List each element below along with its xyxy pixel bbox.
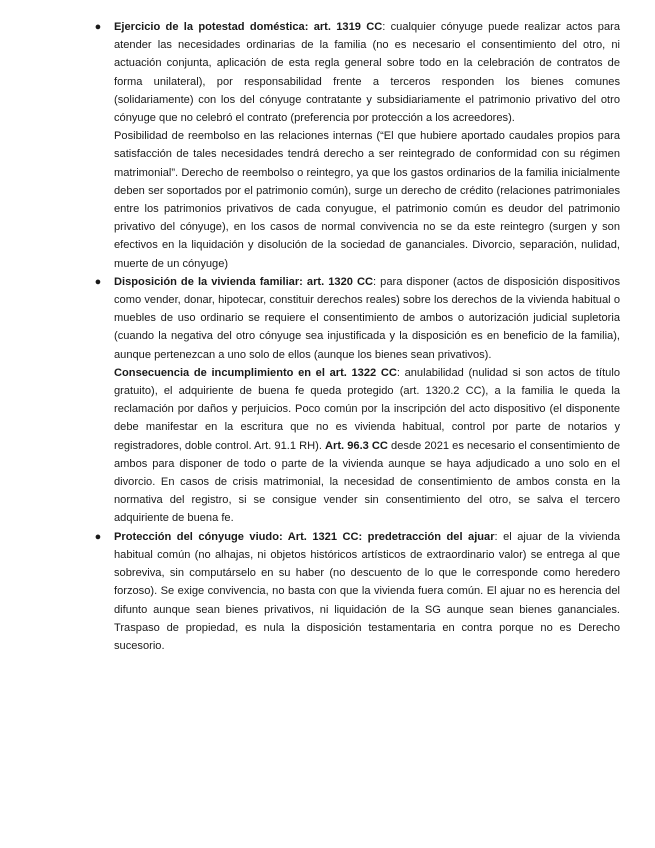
paragraph-text: : para disponer (actos de disposición dispositivos como vender, donar, hipotecar, constituir derechos reales) sobre los derechos de la vivienda habitual o muebles de uso ordinario se requiere el consentimiento de ambos o autorización judicial supletoria (cuando la negativa del otro cónyuge sea injustificada y la disposición es en beneficio de la familia), aunque pertenezcan a uno solo de ellos (aunque los bienes sean privativos). — [114, 275, 620, 361]
paragraph — [114, 273, 620, 364]
paragraph — [114, 18, 620, 127]
bullet-icon: ● — [94, 530, 102, 543]
inline-bold: Art. 96.3 CC — [325, 439, 388, 452]
bullet-icon: ● — [94, 275, 102, 288]
item-heading: Disposición de la vivienda familiar: art. 1320 CC — [114, 275, 374, 288]
paragraph-text: : el ajuar de la vivienda habitual común (no alhajas, ni objetos históricos artísticos de extraordinario valor) se entrega al que sobreviva, sin computárselo en su haber (no descuento de lo que le corresponde como heredero forzoso). Se exige convivencia, no basta con que la vivienda fuera común. El ajuar no es herencia del difunto aunque sean bienes privativos, ni liquidación de la SG aunque sean bienes gananciales. Traspaso de propiedad, es nula la disposición testamentaria en contra porque no es Derecho sucesorio. — [114, 530, 620, 652]
item-heading: Ejercicio de la potestad doméstica: art. 1319 CC — [114, 21, 383, 33]
paragraph-text: : anulabilidad (nulidad si son actos de título gratuito), el adquiriente de buena fe queda protegido (art. 1320.2 CC), a la familia le queda la reclamación por daños y perjuicios. Poco común por la inscripción del acto dispositivo (el disponente debe manifestar en la escritura que no es vivienda habitual, control por parte de notarios y registradores, doble control. Art. 91.1 RH). — [114, 366, 620, 452]
paragraph — [114, 127, 620, 273]
paragraph-text: : cualquier cónyuge puede realizar actos para atender las necesidades ordinarias de la familia (no es necesario el consentimiento del otro, ni actuación conjunta, aplicación de esta regla general sobre todo en la celebración de contratos de forma unilateral), por responsabilidad frente a terceros responden los bienes comunes (solidariamente) con los del cónyuge contratante y subsidiariamente el patrimonio privativo del otro cónyuge que no celebró el contrato (preferencia por protección a los acreedores). — [114, 21, 620, 125]
paragraph — [114, 364, 620, 528]
paragraph-text: desde 2021 es necesario el consentimiento de ambos para disponer de todo o parte de la vivienda aunque se haya adjudicado a uno solo en el divorcio. En casos de crisis matrimonial, la necesidad de consentimiento de ambos consta en la normativa del registro, si se consigue vender sin consentimiento del otro, se salva el tercero adquiriente de buena fe. — [114, 439, 620, 525]
list-item — [94, 273, 620, 528]
list-item — [94, 18, 620, 273]
item-heading: Protección del cónyuge viudo: Art. 1321 CC: predetracción del ajuar — [114, 530, 495, 543]
bullet-list — [94, 18, 620, 655]
bullet-icon: ● — [94, 21, 102, 33]
paragraph-text: Posibilidad de reembolso en las relaciones internas (“El que hubiere aportado caudales propios para satisfacción de tales necesidades tendrá derecho a ser reintegrado de conformidad con su régimen matrimonial”. Derecho de reembolso o reintegro, ya que los gastos ordinarios de la familia inicialmente deben ser soportados por el patrimonio común), surge un derecho de crédito (relaciones patrimoniales entre los patrimonios privativos de cada conyugue, el patrimonio común es deudor del patrimonio privativo del cónyuge), en los casos de normal convivencia no se da este reintegro (surgen y son efectivos en la liquidación y disolución de la sociedad de gananciales. Divorcio, separación, nulidad, muerte de un cónyuge) — [114, 130, 620, 270]
paragraph — [114, 528, 620, 655]
item-subheading: Consecuencia de incumplimiento en el art. 1322 CC — [114, 366, 397, 379]
list-item — [94, 528, 620, 655]
